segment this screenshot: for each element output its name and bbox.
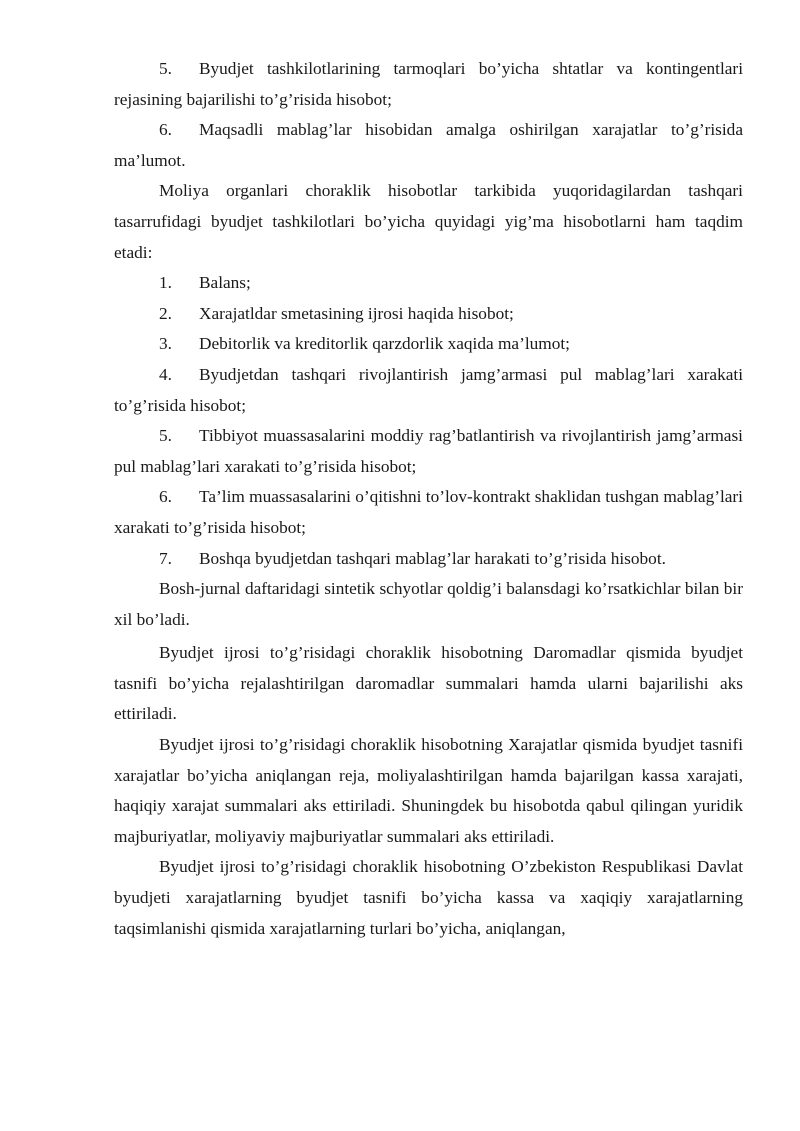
list-item bbox=[114, 421, 743, 482]
list-item-text: Tibbiyot muassasalarini moddiy rag’batlantirish va rivojlantirish jamg’armasi pul mablag’lari xarakati to’g’risida hisobot; bbox=[114, 426, 743, 476]
list-item bbox=[114, 544, 743, 575]
list-item-text: Byudjet tashkilotlarining tarmoqlari bo’yicha shtatlar va kontingentlari rejasining bajarilishi to’g’risida hisobot; bbox=[114, 59, 743, 109]
paragraph: Byudjet ijrosi to’g’risidagi choraklik hisobotning O’zbekiston Respublikasi Davlat byudjeti xarajatlarning byudjet tasnifi bo’yicha kassa va xaqiqiy xarajatlarning taqsimlanishi qismida xarajatlarning turlari bo’yicha, aniqlangan, bbox=[114, 857, 743, 938]
list-item bbox=[114, 360, 743, 421]
paragraph: Bosh-jurnal daftaridagi sintetik schyotlar qoldig’i balansdagi ko’rsatkichlar bilan bir xil bo’ladi. bbox=[114, 579, 743, 629]
paragraph: Moliya organlari choraklik hisobotlar tarkibida yuqoridagilardan tashqari tasarrufidagi byudjet tashkilotlari bo’yicha quyidagi yig’ma hisobotlarni ham taqdim etadi: bbox=[114, 181, 743, 262]
list-item bbox=[114, 268, 743, 299]
list-item-number: 2. bbox=[159, 303, 172, 323]
list-item-number: 6. bbox=[159, 487, 172, 507]
list-item-text: Xarajatldar smetasining ijrosi haqida hisobot; bbox=[199, 303, 514, 323]
list-item-number: 7. bbox=[159, 548, 172, 568]
list-item-number: 5. bbox=[159, 426, 172, 446]
list-item bbox=[114, 482, 743, 543]
paragraph: Byudjet ijrosi to’g’risidagi choraklik hisobotning Daromadlar qismida byudjet tasnifi bo’yicha rejalashtirilgan daromadlar summalari hamda ularni bajarilishi aks ettiriladi. bbox=[114, 643, 743, 724]
document-body bbox=[114, 54, 743, 944]
list-item bbox=[114, 329, 743, 360]
list-item-text: Debitorlik va kreditorlik qarzdorlik xaqida ma’lumot; bbox=[199, 334, 570, 354]
list-item bbox=[114, 54, 743, 115]
list-item bbox=[114, 299, 743, 330]
list-item-text: Ta’lim muassasalarini o’qitishni to’lov-kontrakt shaklidan tushgan mablag’lari xarakati to’g’risida hisobot; bbox=[114, 487, 743, 537]
list-item-number: 1. bbox=[159, 273, 172, 293]
list-item-number: 5. bbox=[159, 59, 172, 78]
list-item-number: 4. bbox=[159, 364, 172, 384]
list-item-text: Maqsadli mablag’lar hisobidan amalga oshirilgan xarajatlar to’g’risida ma’lumot. bbox=[114, 120, 743, 170]
list-item-number: 6. bbox=[159, 120, 172, 140]
list-item-number: 3. bbox=[159, 334, 172, 354]
list-item-text: Byudjetdan tashqari rivojlantirish jamg’armasi pul mablag’lari xarakati to’g’risida hisobot; bbox=[114, 364, 743, 415]
list-item bbox=[114, 115, 743, 176]
list-item-text: Balans; bbox=[199, 273, 251, 293]
paragraph: Byudjet ijrosi to’g’risidagi choraklik hisobotning Xarajatlar qismida byudjet tasnifi xarajatlar bo’yicha aniqlangan reja, moliyalashtirilgan hamda bajarilgan kassa xarajati, haqiqiy xarajat summalari aks ettiriladi. Shuningdek bu hisobotda qabul qilingan yuridik majburiyatlar, moliyaviy majburiyatlar summalari aks ettiriladi. bbox=[114, 735, 743, 846]
list-item-text: Boshqa byudjetdan tashqari mablag’lar harakati to’g’risida hisobot. bbox=[199, 548, 666, 568]
